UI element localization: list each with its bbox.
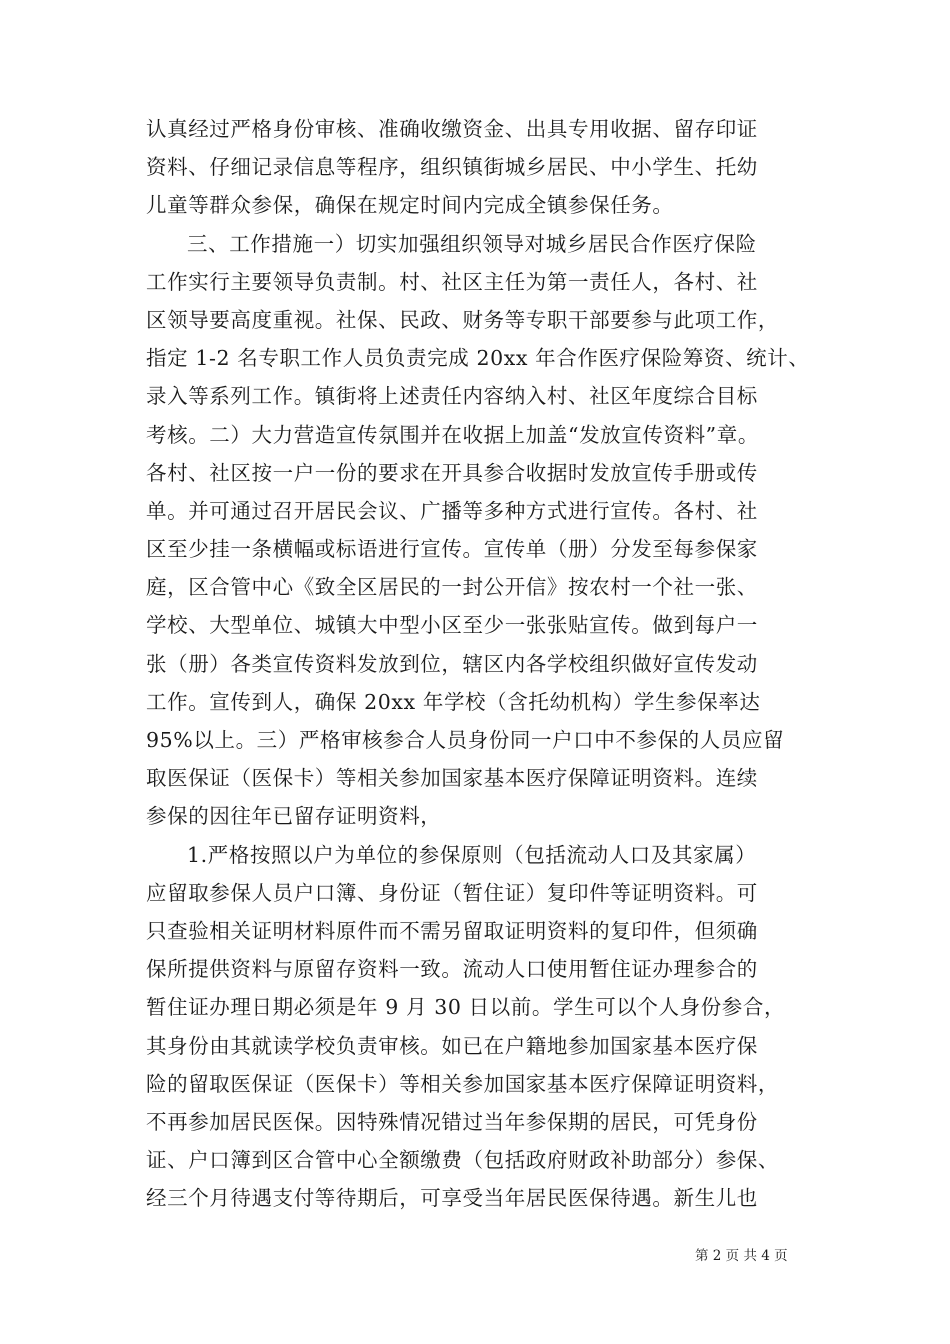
body-line: 保所提供资料与原留存资料一致。流动人口使用暂住证办理参合的 — [146, 957, 758, 982]
body-line: 经三个月待遇支付等待期后，可享受当年居民医保待遇。新生儿也 — [146, 1186, 758, 1211]
body-line: 区领导要高度重视。社保、民政、财务等专职干部要参与此项工作， — [146, 307, 779, 332]
body-line: 证、户口簿到区合管中心全额缴费（包括政府财政补助部分）参保、 — [146, 1148, 779, 1173]
body-line: 暂住证办理日期必须是年 9 月 30 日以前。学生可以个人身份参合， — [146, 995, 786, 1020]
body-line: 庭，区合管中心《致全区居民的一封公开信》按农村一个社一张、 — [146, 575, 758, 600]
body-line: 学校、大型单位、城镇大中型小区至少一张张贴宣传。做到每户一 — [146, 613, 758, 638]
body-line: 儿童等群众参保，确保在规定时间内完成全镇参保任务。 — [146, 193, 674, 218]
document-page — [146, 110, 810, 1217]
body-line: 资料、仔细记录信息等程序，组织镇街城乡居民、中小学生、托幼 — [146, 155, 758, 180]
body-line: 区至少挂一条横幅或标语进行宣传。宣传单（册）分发至每参保家 — [146, 537, 758, 562]
body-line: 各村、社区按一户一份的要求在开具参合收据时发放宣传手册或传 — [146, 460, 758, 485]
body-line: 工作。宣传到人，确保 20xx 年学校（含托幼机构）学生参保率达 — [146, 689, 761, 714]
body-line: 张（册）各类宣传资料发放到位，辖区内各学校组织做好宣传发动 — [146, 651, 758, 676]
page-number-footer: 第 2 页 共 4 页 — [695, 1248, 788, 1264]
body-line: 取医保证（医保卡）等相关参加国家基本医疗保障证明资料。连续 — [146, 766, 758, 791]
body-line: 不再参加居民医保。因特殊情况错过当年参保期的居民，可凭身份 — [146, 1109, 758, 1134]
body-line: 指定 1-2 名专职工作人员负责完成 20xx 年合作医疗保险筹资、统计、 — [146, 346, 810, 371]
body-line: 参保的因往年已留存证明资料， — [146, 804, 442, 829]
body-line: 只查验相关证明材料原件而不需另留取证明资料的复印件，但须确 — [146, 918, 758, 943]
body-line: 认真经过严格身份审核、准确收缴资金、出具专用收据、留存印证 — [146, 117, 758, 141]
body-line: 应留取参保人员户口簿、身份证（暂住证）复印件等证明资料。可 — [146, 880, 758, 905]
section-three-heading-line: 三、工作措施一）切实加强组织领导对城乡居民合作医疗保险 — [187, 231, 757, 256]
body-line: 95%以上。三）严格审核参合人员身份同一户口中不参保的人员应留 — [146, 728, 785, 752]
body-line: 险的留取医保证（医保卡）等相关参加国家基本医疗保障证明资料， — [146, 1071, 779, 1096]
body-line: 单。并可通过召开居民会议、广播等多种方式进行宣传。各村、社 — [146, 498, 758, 523]
body-line: 工作实行主要领导负责制。村、社区主任为第一责任人，各村、社 — [146, 269, 758, 294]
body-line: 其身份由其就读学校负责审核。如已在户籍地参加国家基本医疗保 — [146, 1033, 758, 1058]
body-line: 考核。二）大力营造宣传氛围并在收据上加盖“发放宣传资料”章。 — [146, 422, 759, 447]
numbered-item-line: 1.严格按照以户为单位的参保原则（包括流动人口及其家属） — [187, 842, 757, 867]
body-line: 录入等系列工作。镇街将上述责任内容纳入村、社区年度综合目标 — [146, 384, 758, 409]
